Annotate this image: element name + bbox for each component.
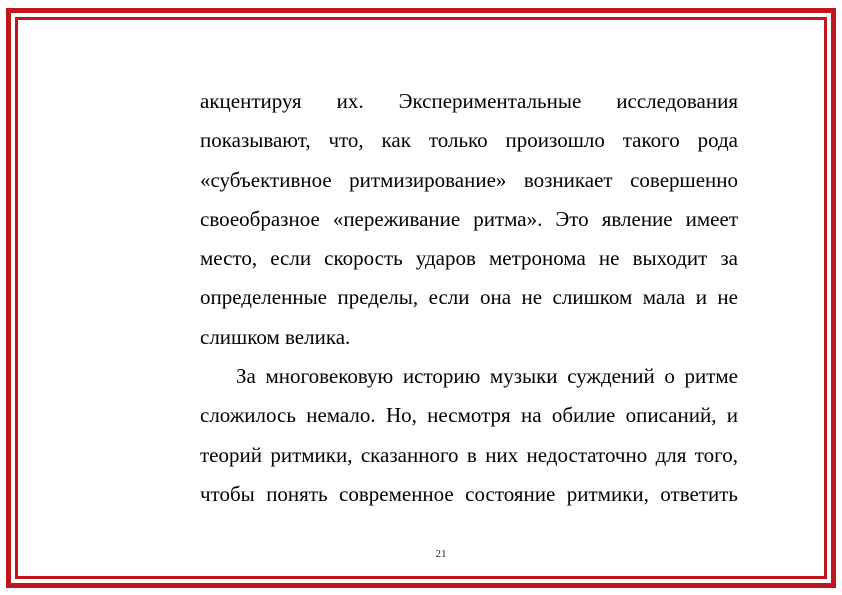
text-line: акцентируя их. Экспериментальные исследования bbox=[200, 89, 738, 113]
text-line: слишком велика. bbox=[200, 324, 351, 349]
page-number: 21 bbox=[435, 548, 447, 560]
text-line: место, если скорость ударов метронома не выходит за bbox=[200, 246, 738, 271]
paragraph-2 bbox=[200, 357, 738, 514]
text-line: теорий ритмики, сказанного в них недостаточно для того, bbox=[200, 442, 738, 467]
text-line: чтобы понять современное состояние ритмики, ответить bbox=[200, 481, 738, 506]
text-line: определенные пределы, если она не слишком мала и не bbox=[200, 285, 738, 310]
page-body bbox=[200, 82, 738, 514]
paragraph-1 bbox=[200, 82, 738, 357]
text-line: За многовековую историю музыки суждений о ритме bbox=[236, 364, 738, 389]
text-line: «субъективное ритмизирование» возникает совершенно bbox=[200, 167, 738, 192]
text-line: показывают, что, как только произошло такого рода bbox=[200, 128, 738, 153]
text-line: своеобразное «переживание ритма». Это явление имеет bbox=[200, 206, 738, 231]
text-line: сложилось немало. Но, несмотря на обилие описаний, и bbox=[200, 403, 738, 428]
